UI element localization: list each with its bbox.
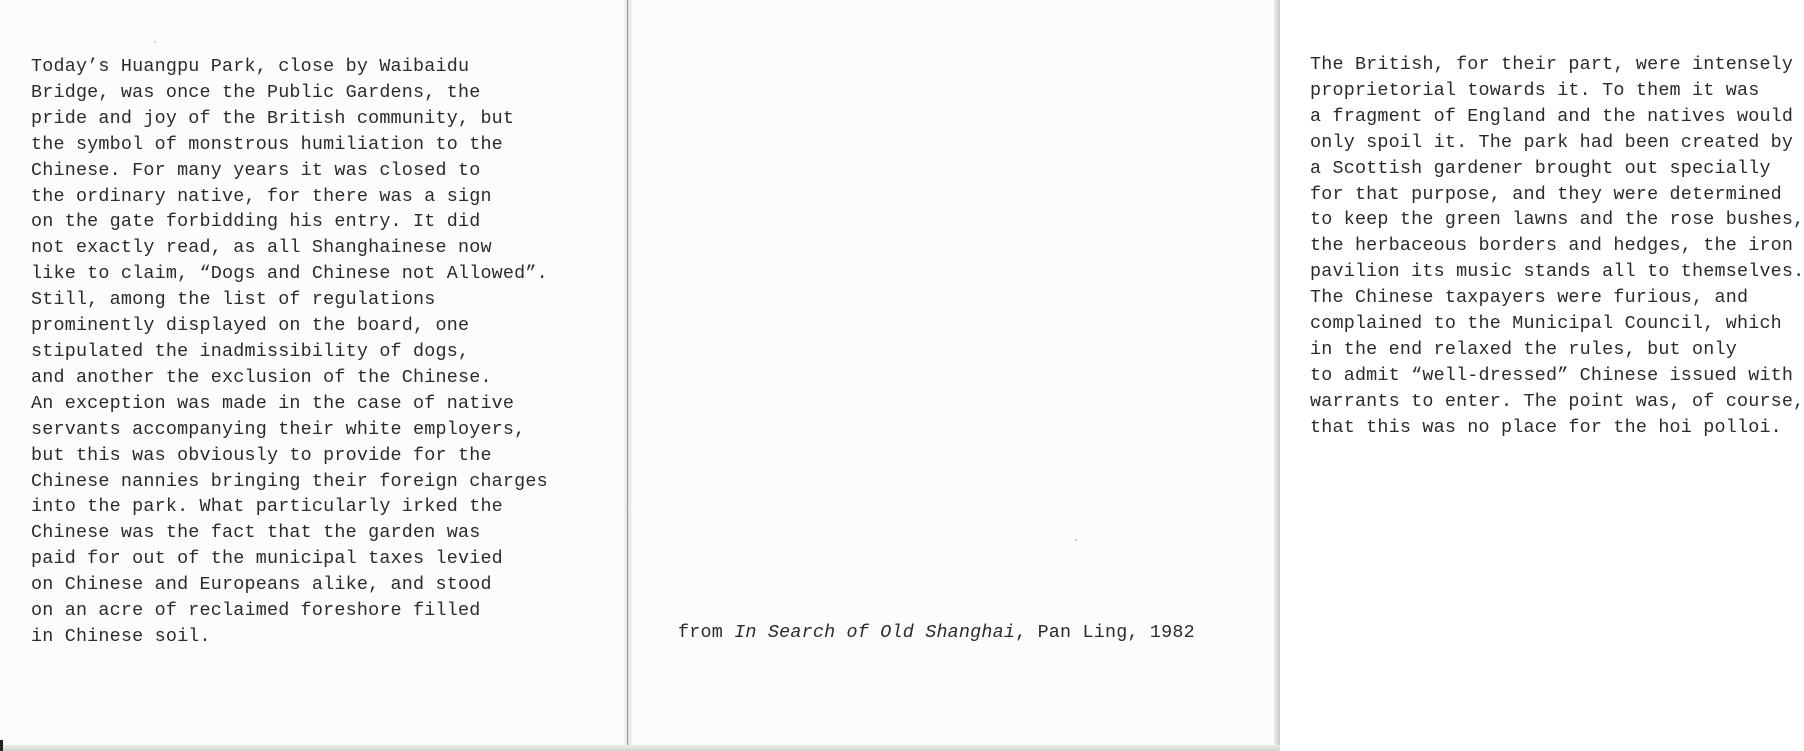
credit-author-year: , Pan Ling, 1982 xyxy=(1015,622,1195,643)
credit-prefix: from xyxy=(678,622,735,643)
left-page-text-line: Today’s Huangpu Park, close by Waibaidu xyxy=(31,56,470,77)
left-page-text-line: stipulated the inadmissibility of dogs, xyxy=(31,340,470,362)
left-page-text-line: but this was obviously to provide for the xyxy=(31,444,492,466)
left-page-text-line: Bridge, was once the Public Gardens, the xyxy=(31,81,481,103)
credit-book-title: In Search of Old Shanghai xyxy=(734,622,1016,643)
right-page-text-line: for that purpose, and they were determined xyxy=(1310,183,1782,205)
left-page-text-line: An exception was made in the case of native xyxy=(31,392,515,414)
right-page-text-line: The Chinese taxpayers were furious, and xyxy=(1310,287,1749,309)
left-page-text-line: on an acre of reclaimed foreshore filled xyxy=(31,600,481,622)
page-edge-right xyxy=(1274,0,1280,751)
paper-speck xyxy=(154,41,156,43)
left-page-text-line: paid for out of the municipal taxes levied xyxy=(31,548,503,570)
left-page-text-line: on the gate forbidding his entry. It did xyxy=(31,211,481,233)
right-page-text-line: only spoil it. The park had been created by xyxy=(1310,131,1794,153)
paper-speck xyxy=(1075,539,1077,541)
left-page-text xyxy=(31,54,548,650)
right-page-text-line: the herbaceous borders and hedges, the iron xyxy=(1310,235,1794,257)
left-page-text-line: on Chinese and Europeans alike, and stood xyxy=(31,574,492,596)
left-page-text-line: Chinese nannies bringing their foreign charges xyxy=(31,470,548,492)
left-page-text-line: the ordinary native, for there was a sign xyxy=(31,185,492,207)
right-page-text-line: warrants to enter. The point was, of course, xyxy=(1310,390,1804,412)
right-page-text-line: to keep the green lawns and the rose bushes, xyxy=(1310,209,1804,231)
left-page-text-line: Still, among the list of regulations xyxy=(31,289,436,311)
source-credit xyxy=(678,620,1195,646)
left-page-text-line: and another the exclusion of the Chinese. xyxy=(31,366,492,388)
book-gutter xyxy=(624,0,632,745)
right-page-text-line: a fragment of England and the natives would xyxy=(1310,105,1794,127)
right-page-text-line: a Scottish gardener brought out specially xyxy=(1310,157,1771,179)
scan-corner-mark xyxy=(0,740,3,751)
left-page-text-line: prominently displayed on the board, one xyxy=(31,315,470,337)
left-page-text-line: pride and joy of the British community, but xyxy=(31,107,515,129)
right-page-text xyxy=(1310,52,1804,441)
left-page-text-line: Chinese. For many years it was closed to xyxy=(31,159,481,181)
right-page-text-line: The British, for their part, were intensely xyxy=(1310,54,1794,75)
left-page-text-line: the symbol of monstrous humiliation to the xyxy=(31,133,503,155)
right-page-text-line: in the end relaxed the rules, but only xyxy=(1310,338,1737,360)
left-page-text-line: not exactly read, as all Shanghainese now xyxy=(31,237,492,259)
right-page-text-line: that this was no place for the hoi polloi. xyxy=(1310,416,1782,438)
left-page-text-line: Chinese was the fact that the garden was xyxy=(31,522,481,544)
left-page xyxy=(0,0,624,745)
right-page-text-line: proprietorial towards it. To them it was xyxy=(1310,79,1760,101)
right-page-text-line: to admit “well-dressed” Chinese issued with xyxy=(1310,364,1794,386)
page-edge-bottom xyxy=(0,745,1280,751)
left-page-text-line: like to claim, “Dogs and Chinese not Allowed”. xyxy=(31,263,548,285)
left-page-text-line: into the park. What particularly irked the xyxy=(31,496,503,518)
left-page-text-line: servants accompanying their white employers, xyxy=(31,418,526,440)
right-page-text-line: complained to the Municipal Council, which xyxy=(1310,313,1782,335)
left-page-text-line: in Chinese soil. xyxy=(31,625,211,647)
right-page-text-line: pavilion its music stands all to themselves. xyxy=(1310,261,1804,283)
